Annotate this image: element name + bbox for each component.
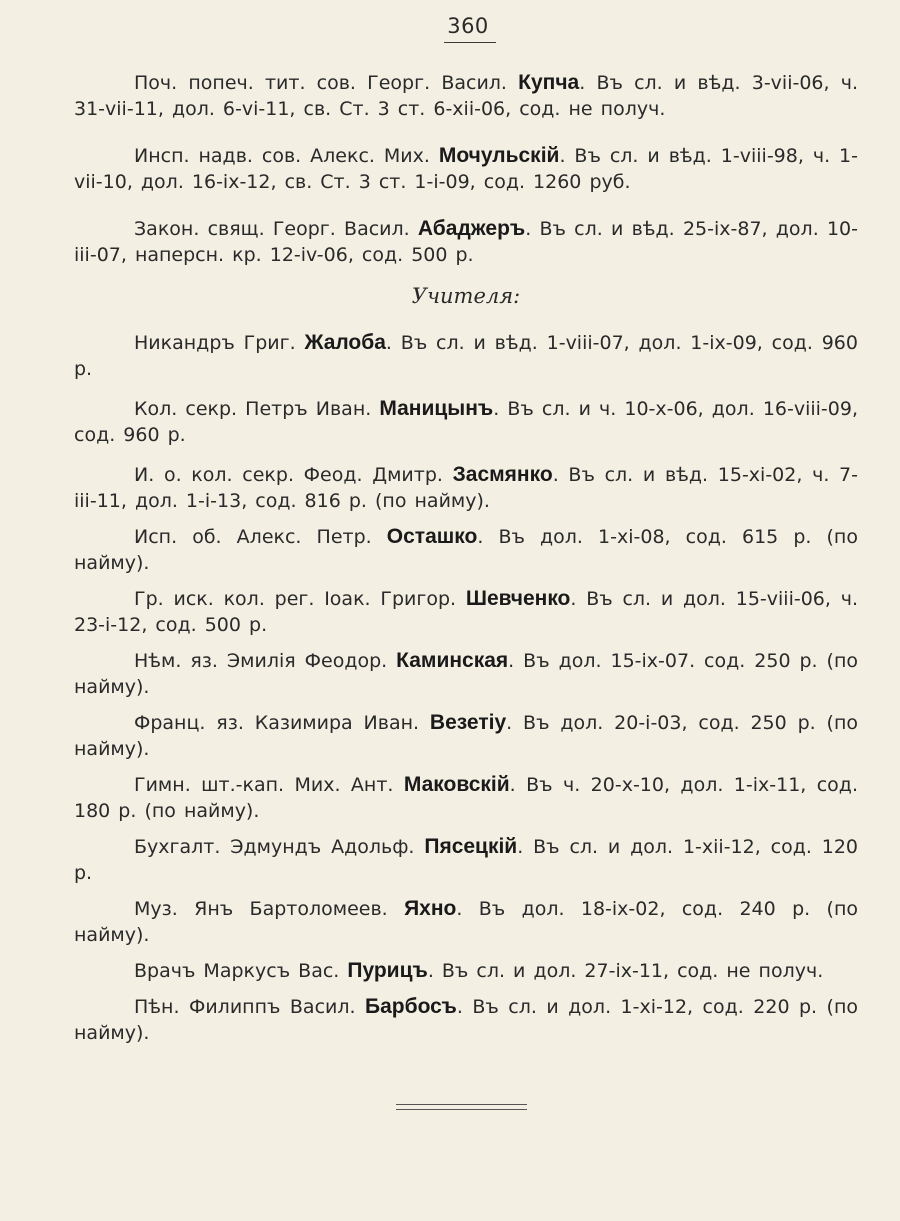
- entry-abadzher: Закон. свящ. Георг. Васил. Абаджеръ. Въ сл. и вѣд. 25-ix-87, дол. 10-iii-07, наперсн. кр. 12-iv-06, сод. 500 р.: [74, 217, 858, 266]
- entry-zasmyanko: И. о. кол. секр. Феод. Дмитр. Засмянко. Въ сл. и вѣд. 15-xi-02, ч. 7-iii-11, дол. 1-i-13, сод. 816 р. (по найму).: [74, 463, 858, 512]
- surname: Мочульскій: [438, 144, 560, 167]
- entry-makovsky: Гимн. шт.-кап. Мих. Ант. Маковскій. Въ ч. 20-x-10, дол. 1-ix-11, сод. 180 р. (по найму).: [74, 773, 858, 822]
- entry-purits: Врачъ Маркусъ Вас. Пурицъ. Въ сл. и дол. 27-ix-11, сод. не получ.: [134, 959, 824, 982]
- surname: Яхно: [404, 897, 457, 920]
- surname: Маковскій: [403, 773, 510, 796]
- page-number: 360: [447, 14, 489, 38]
- surname: Засмянко: [452, 463, 553, 486]
- entry-mochulsky: Инсп. надв. сов. Алекс. Мих. Мочульскій. Въ сл. и вѣд. 1-viii-98, ч. 1-vii-10, дол. 16-ix-12, св. Ст. 3 ст. 1-i-09, сод. 1260 руб.: [74, 144, 858, 193]
- entry-pyasetsky: Бухгалт. Эдмундъ Адольф. Пясецкій. Въ сл. и дол. 1-xii-12, сод. 120 р.: [74, 835, 859, 884]
- entry-vezetiu: Франц. яз. Казимира Иван. Везетіу. Въ дол. 20-i-03, сод. 250 р. (по найму).: [74, 711, 858, 760]
- surname: Осташко: [386, 525, 478, 548]
- page-number-rule: [444, 42, 496, 43]
- surname: Жалоба: [304, 331, 386, 354]
- surname: Купча: [518, 71, 580, 94]
- page-content: [74, 70, 858, 1046]
- surname: Барбосъ: [365, 995, 457, 1018]
- end-rule: [396, 1109, 527, 1110]
- surname: Абаджеръ: [417, 217, 526, 240]
- surname: Шевченко: [465, 587, 571, 610]
- surname: Пурицъ: [347, 959, 428, 982]
- section-heading-teachers: Учителя:: [411, 284, 521, 308]
- surname: Маницынъ: [379, 397, 494, 420]
- entry-ostashko: Исп. об. Алекс. Петр. Осташко. Въ дол. 1-xi-08, сод. 615 р. (по найму).: [74, 525, 858, 574]
- end-rule: [396, 1104, 527, 1105]
- entry-kaminskaya: Нѣм. яз. Эмилія Феодор. Каминская. Въ дол. 15-ix-07. сод. 250 р. (по найму).: [74, 649, 858, 698]
- entry-yakhno: Муз. Янъ Бартоломеев. Яхно. Въ дол. 18-ix-02, сод. 240 р. (по найму).: [74, 897, 858, 946]
- entry-manitsyn: Кол. секр. Петръ Иван. Маницынъ. Въ сл. и ч. 10-x-06, дол. 16-viii-09, сод. 960 р.: [74, 397, 859, 446]
- entry-kupcha: Поч. попеч. тит. сов. Георг. Васил. Купча. Въ сл. и вѣд. 3-vii-06, ч. 31-vii-11, дол. 6-vi-11, св. Ст. 3 ст. 6-xii-06, сод. не получ.: [74, 71, 858, 120]
- entry-barbos: Пѣн. Филиппъ Васил. Барбосъ. Въ сл. и дол. 1-xi-12, сод. 220 р. (по найму).: [74, 995, 858, 1044]
- surname: Пясецкій: [424, 835, 518, 858]
- surname: Каминская: [396, 649, 509, 672]
- surname: Везетіу: [429, 711, 507, 734]
- entry-shevchenko: Гр. иск. кол. рег. Іоак. Григор. Шевченко. Въ сл. и дол. 15-viii-06, ч. 23-i-12, сод. 500 р.: [74, 587, 858, 636]
- entry-zhaloba: Никандръ Григ. Жалоба. Въ сл. и вѣд. 1-viii-07, дол. 1-ix-09, сод. 960 р.: [74, 331, 858, 380]
